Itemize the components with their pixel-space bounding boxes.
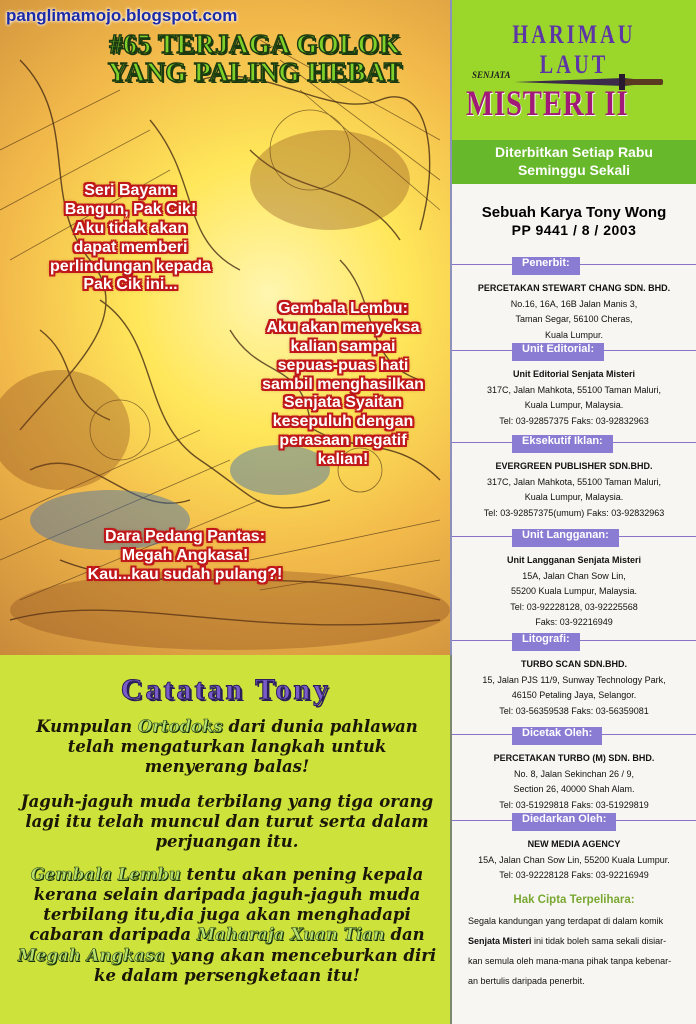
speech-line: Seri Bayam:: [84, 182, 177, 199]
info-line: PERCETAKAN TURBO (M) SDN. BHD.: [493, 753, 655, 763]
speech-line: perasaan negatif: [279, 432, 407, 450]
copyright-line: an bertulis daripada penerbit.: [468, 976, 585, 986]
info-line: Taman Segar, 56100 Cheras,: [515, 314, 633, 325]
info-line: 15, Jalan PJS 11/9, Sunway Technology Park,: [482, 674, 666, 685]
speech-line: Pak Cik ini...: [83, 276, 178, 294]
speech-line: sepuas-puas hati: [277, 356, 409, 374]
frequency-line: Diterbitkan Setiap Rabu: [495, 144, 653, 160]
speech-line: Senjata Syaitan: [283, 394, 403, 412]
section-lines: [452, 553, 696, 631]
speech-seri-bayam: [18, 182, 243, 295]
section-unit-langganan: [452, 529, 696, 628]
speech-line: Megah Angkasa!: [121, 546, 249, 564]
series-title: HARIMAU LAUT: [512, 20, 636, 79]
info-line: NEW MEDIA AGENCY: [527, 839, 621, 849]
info-line: No. 8, Jalan Sekinchan 26 / 9,: [513, 768, 635, 779]
blog-watermark: panglimamojo.blogspot.com: [6, 6, 238, 25]
logo-subtitle: SENJATA: [472, 70, 511, 80]
copyright-line: kan semula oleh mana-mana pihak tanpa kebenar-: [468, 956, 672, 966]
info-line: 15A, Jalan Chan Sow Lin, 55200 Kuala Lumpur.: [478, 854, 670, 865]
notes-paragraph: [14, 865, 440, 986]
cover-art-panel: [0, 0, 450, 655]
info-line: Tel: 03-92228128, 03-92225568: [510, 601, 638, 612]
frequency-line: Seminggu Sekali: [517, 162, 631, 179]
info-line: Kuala Lumpur.: [544, 329, 604, 340]
info-line: 317C, Jalan Mahkota, 55100 Taman Maluri,: [487, 384, 661, 395]
speech-line: Gembala Lembu:: [278, 300, 408, 317]
notes-title: Catatan Tony: [120, 673, 332, 706]
section-unit-editorial: [452, 343, 696, 426]
speech-line: sambil menghasilkan: [262, 375, 424, 393]
section-lines: [452, 657, 696, 719]
info-line: 317C, Jalan Mahkota, 55100 Taman Maluri,: [487, 476, 661, 487]
section-diedarkan-oleh: [452, 813, 696, 881]
notes-text: dari dunia pahlawan telah mengaturkan langkah untuk menyerang balas!: [67, 717, 418, 777]
section-lines: [452, 837, 696, 884]
chapter-title-line: #65 TERJAGA GOLOK: [109, 29, 401, 59]
section-label: Unit Langganan:: [512, 529, 619, 547]
info-line: Kuala Lumpur, Malaysia.: [524, 400, 624, 411]
highlight-name: Ortodoks: [137, 717, 223, 736]
permit-number: PP 9441 / 8 / 2003: [511, 222, 637, 238]
highlight-name: Maharaja Xuan Tian: [196, 925, 385, 945]
info-line: Tel: 03-92857375(umum) Faks: 03-92832963: [483, 507, 665, 518]
section-litografi: [452, 633, 696, 716]
notes-text: tentu akan pening kepala kerana selain daripada jaguh-jaguh muda terbilang itu,dia juga akan menghadapi cabaran daripada: [29, 865, 424, 945]
notes-paragraph: Jaguh-jaguh muda terbilang yang tiga orang lagi itu telah muncul dan turut serta dalam perjuangan itu.: [20, 792, 434, 852]
masthead: [452, 0, 696, 140]
publish-frequency-banner: [452, 140, 696, 184]
speech-gembala-lembu: [238, 300, 448, 470]
copyright-title: Hak Cipta Terpelihara:: [513, 894, 635, 906]
info-line: Kuala Lumpur, Malaysia.: [524, 492, 624, 503]
publication-info: [452, 184, 696, 1024]
section-penerbit: [452, 257, 696, 340]
author-credit: Sebuah Karya Tony Wong: [481, 204, 667, 221]
section-lines: [452, 751, 696, 813]
section-lines: [452, 459, 696, 521]
info-line: 46150 Petaling Jaya, Selangor.: [511, 690, 637, 701]
highlight-name: Megah Angkasa: [17, 945, 165, 965]
section-label: Dicetak Oleh:: [512, 727, 602, 745]
notes-text: yang akan menceburkan diri ke dalam persengketaan itu!: [94, 945, 437, 985]
copyright-line: [468, 931, 692, 951]
notes-text: dan: [384, 925, 425, 945]
info-line: 15A, Jalan Chan Sow Lin,: [522, 570, 626, 581]
speech-line: kalian!: [317, 451, 369, 468]
info-line: No.16, 16A, 16B Jalan Manis 3,: [510, 298, 638, 309]
speech-line: dapat memberi: [73, 238, 188, 256]
speech-line: Aku akan menyeksa: [266, 318, 420, 336]
speech-line: Bangun, Pak Cik!: [64, 200, 197, 218]
info-line: Section 26, 40000 Shah Alam.: [513, 784, 635, 795]
section-label: Litografi:: [512, 633, 580, 651]
speech-line: kesepuluh dengan: [272, 413, 414, 431]
chapter-title-line: YANG PALING HEBAT: [107, 57, 403, 88]
copyright-bold: Senjata Misteri: [468, 936, 532, 946]
info-line: Tel: 03-56359538 Faks: 03-56359081: [499, 705, 649, 716]
section-lines: [452, 281, 696, 343]
info-line: EVERGREEN PUBLISHER SDN.BHD.: [495, 461, 653, 471]
speech-line: Kau...kau sudah pulang?!: [87, 565, 283, 583]
speech-line: Dara Pedang Pantas:: [104, 528, 266, 545]
section-lines: [452, 367, 696, 429]
copyright-line: Segala kandungan yang terdapat di dalam komik: [468, 916, 664, 926]
section-label: Unit Editorial:: [512, 343, 604, 361]
section-dicetak-oleh: [452, 727, 696, 810]
logo-title: MISTERI II: [466, 83, 629, 123]
info-line: 55200 Kuala Lumpur, Malaysia.: [510, 586, 638, 597]
info-line: TURBO SCAN SDN.BHD.: [520, 659, 627, 669]
copyright-text: ini tidak boleh sama sekali disiar-: [531, 936, 667, 946]
section-label: Diedarkan Oleh:: [512, 813, 616, 831]
info-line: Tel: 03-92857375 Faks: 03-92832963: [499, 415, 649, 426]
author-notes-panel: [0, 655, 452, 1024]
notes-paragraph: [14, 717, 440, 777]
info-line: Tel: 03-51929818 Faks: 03-51929819: [499, 799, 649, 810]
info-line: PERCETAKAN STEWART CHANG SDN. BHD.: [477, 283, 671, 293]
section-eksekutif-iklan: [452, 435, 696, 518]
section-label: Penerbit:: [512, 257, 580, 275]
notes-text: Kumpulan: [36, 717, 138, 736]
info-line: Unit Editorial Senjata Misteri: [512, 369, 636, 379]
speech-dara-pedang-pantas: [40, 528, 330, 585]
speech-line: kalian sampai: [290, 337, 396, 355]
highlight-name: Gembala Lembu: [30, 865, 181, 884]
speech-line: Aku tidak akan: [74, 219, 187, 237]
speech-line: perlindungan kepada: [50, 257, 211, 275]
info-line: Faks: 03-92216949: [535, 617, 613, 628]
chapter-title: [70, 30, 440, 87]
info-line: Tel: 03-92228128 Faks: 03-92216949: [499, 870, 649, 881]
copyright-notice: [468, 911, 692, 991]
info-line: Unit Langganan Senjata Misteri: [506, 555, 642, 565]
section-label: Eksekutif Iklan:: [512, 435, 613, 453]
